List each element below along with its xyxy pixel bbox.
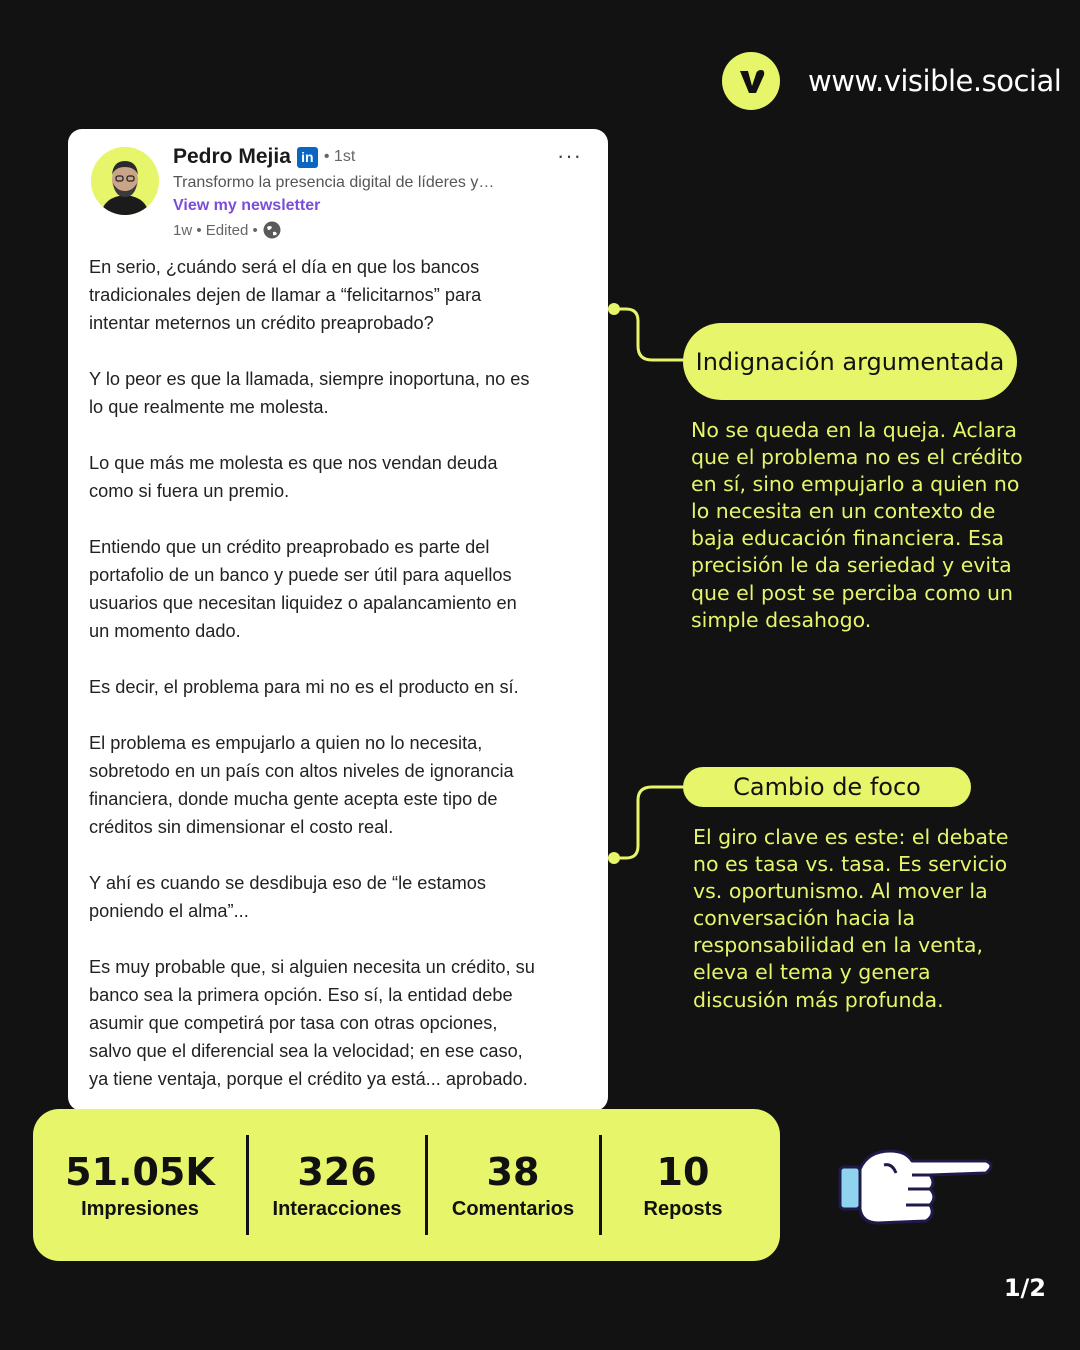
stat-label: Impresiones: [81, 1197, 199, 1220]
avatar-portrait-icon: [91, 147, 159, 215]
post-paragraph: Es muy probable que, si alguien necesita un crédito, su banco sea la primera opción. Eso sí, la entidad debe asumir que competirá por tasa con otras opciones, salvo que el diferencial sea la velocidad; en ese caso, ya tiene ventaja, porque el crédito ya está... aprobado.: [89, 957, 535, 1089]
stat-value: 10: [656, 1149, 710, 1194]
linkedin-icon: in: [297, 147, 318, 168]
post-paragraph: Entiendo que un crédito preaprobado es parte del portafolio de un banco y puede ser útil para aquellos usuarios que necesitan liquidez o apalancamiento en un momento dado.: [89, 537, 517, 641]
post-body: [68, 249, 608, 1093]
stat-reposts: [602, 1109, 764, 1261]
annotation-title-indignacion: Indignación argumentada: [683, 323, 1017, 400]
more-options-button[interactable]: ···: [557, 143, 582, 168]
post-timestamp: 1w • Edited •: [173, 221, 258, 239]
post-paragraph: En serio, ¿cuándo será el día en que los bancos tradicionales dejen de llamar a “felicitarnos” para intentar meternos un crédito preaprobado?: [89, 257, 482, 333]
globe-icon: [263, 221, 281, 239]
stat-interactions: [249, 1109, 425, 1261]
author-name[interactable]: Pedro Mejia: [173, 145, 291, 168]
post-header: [68, 129, 608, 249]
annotation-text-cambio-foco: El giro clave es este: el debate no es tasa vs. tasa. Es servicio vs. oportunismo. Al mover la conversación hacia la responsabilidad en la venta, eleva el tema y genera discusión más profunda.: [693, 825, 1009, 1012]
connection-degree: • 1st: [323, 148, 356, 165]
connector-dot-2: [608, 852, 620, 864]
connector-line-1: [614, 309, 684, 360]
stat-value: 51.05K: [65, 1149, 215, 1194]
stat-label: Reposts: [643, 1197, 723, 1220]
post-paragraph: Lo que más me molesta es que nos vendan deuda como si fuera un premio.: [89, 453, 498, 501]
pointing-hand-icon: [838, 1143, 998, 1235]
logo-mark-icon: [734, 64, 768, 98]
visible-logo-icon: [722, 52, 780, 110]
stat-value: 326: [297, 1149, 377, 1194]
annotation-title-cambio-foco: Cambio de foco: [683, 767, 971, 807]
stats-bar: [33, 1109, 780, 1261]
brand-header: [722, 52, 1061, 110]
author-line: [173, 145, 355, 169]
stat-label: Interacciones: [272, 1197, 402, 1220]
post-paragraph: Y ahí es cuando se desdibuja eso de “le estamos poniendo el alma”...: [89, 873, 487, 921]
stat-value: 38: [486, 1149, 540, 1194]
post-meta: [173, 221, 281, 239]
page-indicator: 1/2: [1003, 1274, 1046, 1302]
avatar[interactable]: [91, 147, 159, 215]
stat-comments: [428, 1109, 598, 1261]
post-paragraph: Es decir, el problema para mi no es el producto en sí.: [89, 677, 519, 697]
linkedin-post-card: [68, 129, 608, 1111]
brand-url[interactable]: www.visible.social: [808, 64, 1062, 98]
stat-label: Comentarios: [451, 1197, 575, 1220]
author-headline: Transformo la presencia digital de líderes y…: [173, 174, 495, 191]
view-newsletter-link[interactable]: View my newsletter: [173, 197, 321, 214]
annotation-text-indignacion: No se queda en la queja. Aclara que el problema no es el crédito en sí, sino empujarlo a quien no lo necesita en un contexto de baja educación financiera. Esa precisión le da seriedad y evita que el post se perciba como un simple desahogo.: [691, 418, 1023, 632]
connector-line-2: [614, 787, 684, 858]
stat-impressions: [33, 1109, 247, 1261]
post-paragraph: El problema es empujarlo a quien no lo necesita, sobretodo en un país con altos niveles de ignorancia financiera, donde mucha gente acepta este tipo de créditos sin dimensionar el costo real.: [89, 733, 514, 837]
post-paragraph: Y lo peor es que la llamada, siempre inoportuna, no es lo que realmente me molesta.: [89, 369, 530, 417]
connector-dot-1: [608, 303, 620, 315]
